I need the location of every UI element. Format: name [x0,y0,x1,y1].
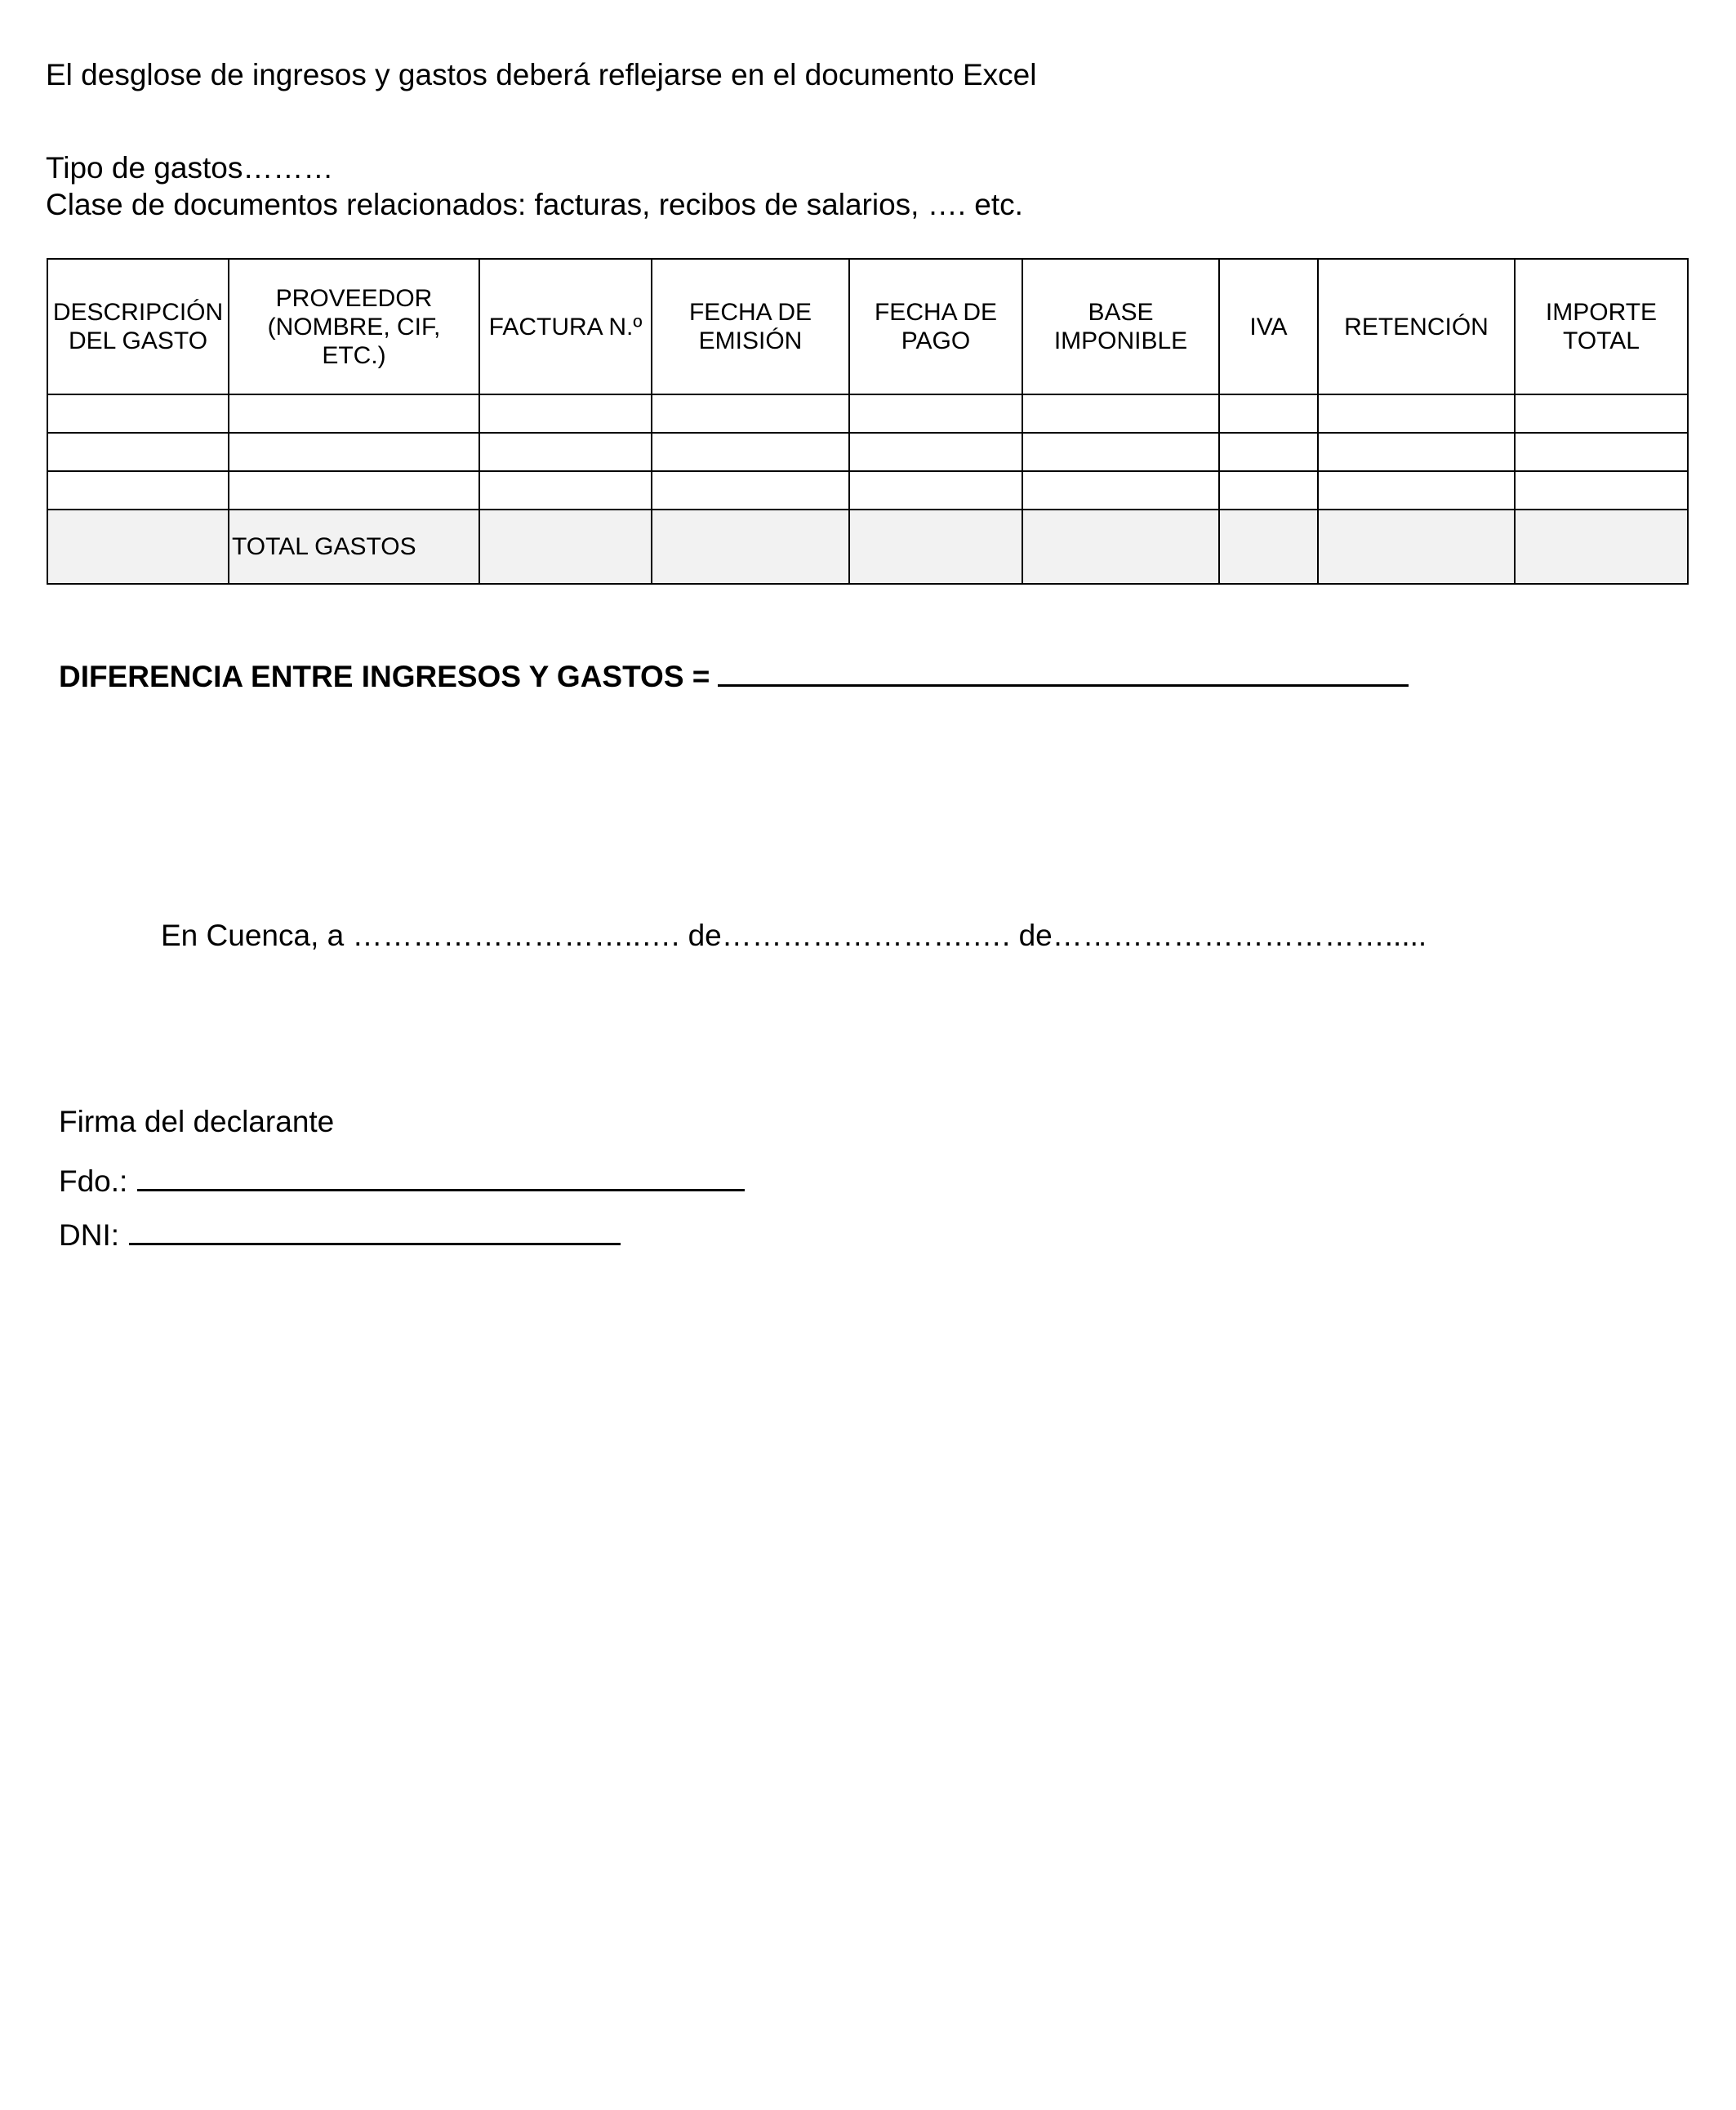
table-cell[interactable] [1022,394,1219,433]
header-proveedor [229,259,479,394]
total-cell[interactable] [1515,510,1688,584]
header-line: ETC.) [322,341,386,369]
header-fecha-emision [652,259,849,394]
header-line: TOTAL [1563,327,1640,354]
header-line: DESCRIPCIÓN [52,299,224,326]
header-line: FACTURA N.º [488,313,643,341]
table-cell[interactable] [1219,471,1318,510]
table-cell[interactable] [1318,433,1515,471]
dni-blank[interactable] [129,1215,621,1245]
table-cell[interactable] [849,471,1022,510]
table-cell[interactable] [1022,471,1219,510]
header-line: IMPONIBLE [1053,327,1188,354]
table-row [47,471,1688,510]
table-cell[interactable] [229,394,479,433]
table-cell[interactable] [229,471,479,510]
total-cell[interactable] [479,510,652,584]
header-fecha-pago [849,259,1022,394]
table-cell[interactable] [47,471,229,510]
diferencia-blank[interactable] [718,657,1409,687]
table-cell[interactable] [1515,394,1688,433]
table-cell[interactable] [1318,471,1515,510]
header-retencion [1318,259,1515,394]
fdo-label: Fdo.: [59,1164,128,1198]
table-cell[interactable] [47,433,229,471]
total-cell[interactable] [849,510,1022,584]
header-importe-total [1515,259,1688,394]
total-cell[interactable] [652,510,849,584]
firma-label: Firma del declarante [59,1105,335,1138]
header-line: FECHA DE [874,299,998,326]
table-row [47,433,1688,471]
diferencia-label: DIFERENCIA ENTRE INGRESOS Y GASTOS = [59,660,710,693]
header-descripcion [47,259,229,394]
table-cell[interactable] [1022,433,1219,471]
gastos-table [47,258,1689,585]
table-total-row [47,510,1688,584]
header-factura [479,259,652,394]
table-cell[interactable] [479,433,652,471]
tipo-gastos-text: Tipo de gastos……… [46,151,334,185]
header-line: PROVEEDOR [275,284,433,312]
header-line: (NOMBRE, CIF, [267,313,441,341]
header-line: PAGO [901,327,971,354]
header-line: IVA [1249,313,1288,341]
table-cell[interactable] [229,433,479,471]
dni-label: DNI: [59,1218,119,1252]
dni-line [59,1215,621,1253]
total-cell[interactable] [47,510,229,584]
lugar-fecha-line: En Cuenca, a ………………………..…. de…………………….…. de……………………………..... [161,919,1427,952]
table-cell[interactable] [652,394,849,433]
total-cell[interactable] [1219,510,1318,584]
table-cell[interactable] [652,471,849,510]
table-cell[interactable] [849,394,1022,433]
header-base-imponible [1022,259,1219,394]
diferencia-line [59,657,1409,695]
table-cell[interactable] [1219,433,1318,471]
header-line: BASE [1088,299,1154,326]
table-row [47,394,1688,433]
intro-text: El desglose de ingresos y gastos deberá reflejarse en el documento Excel [46,58,1037,91]
header-iva [1219,259,1318,394]
table-cell[interactable] [47,394,229,433]
table-cell[interactable] [849,433,1022,471]
table-cell[interactable] [652,433,849,471]
total-cell[interactable] [1318,510,1515,584]
total-cell[interactable] [1022,510,1219,584]
header-line: EMISIÓN [698,327,803,354]
total-gastos-label: TOTAL GASTOS [229,510,479,584]
header-line: IMPORTE [1545,299,1658,326]
fdo-blank[interactable] [137,1161,745,1191]
table-header-row [47,259,1688,394]
table-cell[interactable] [1515,471,1688,510]
header-line: RETENCIÓN [1344,313,1489,341]
table-cell[interactable] [479,394,652,433]
clase-documentos-text: Clase de documentos relacionados: facturas, recibos de salarios, …. etc. [46,188,1023,221]
table-cell[interactable] [479,471,652,510]
header-line: FECHA DE [688,299,812,326]
header-line: DEL GASTO [68,327,208,354]
table-cell[interactable] [1219,394,1318,433]
table-cell[interactable] [1318,394,1515,433]
table-cell[interactable] [1515,433,1688,471]
fdo-line [59,1161,745,1200]
